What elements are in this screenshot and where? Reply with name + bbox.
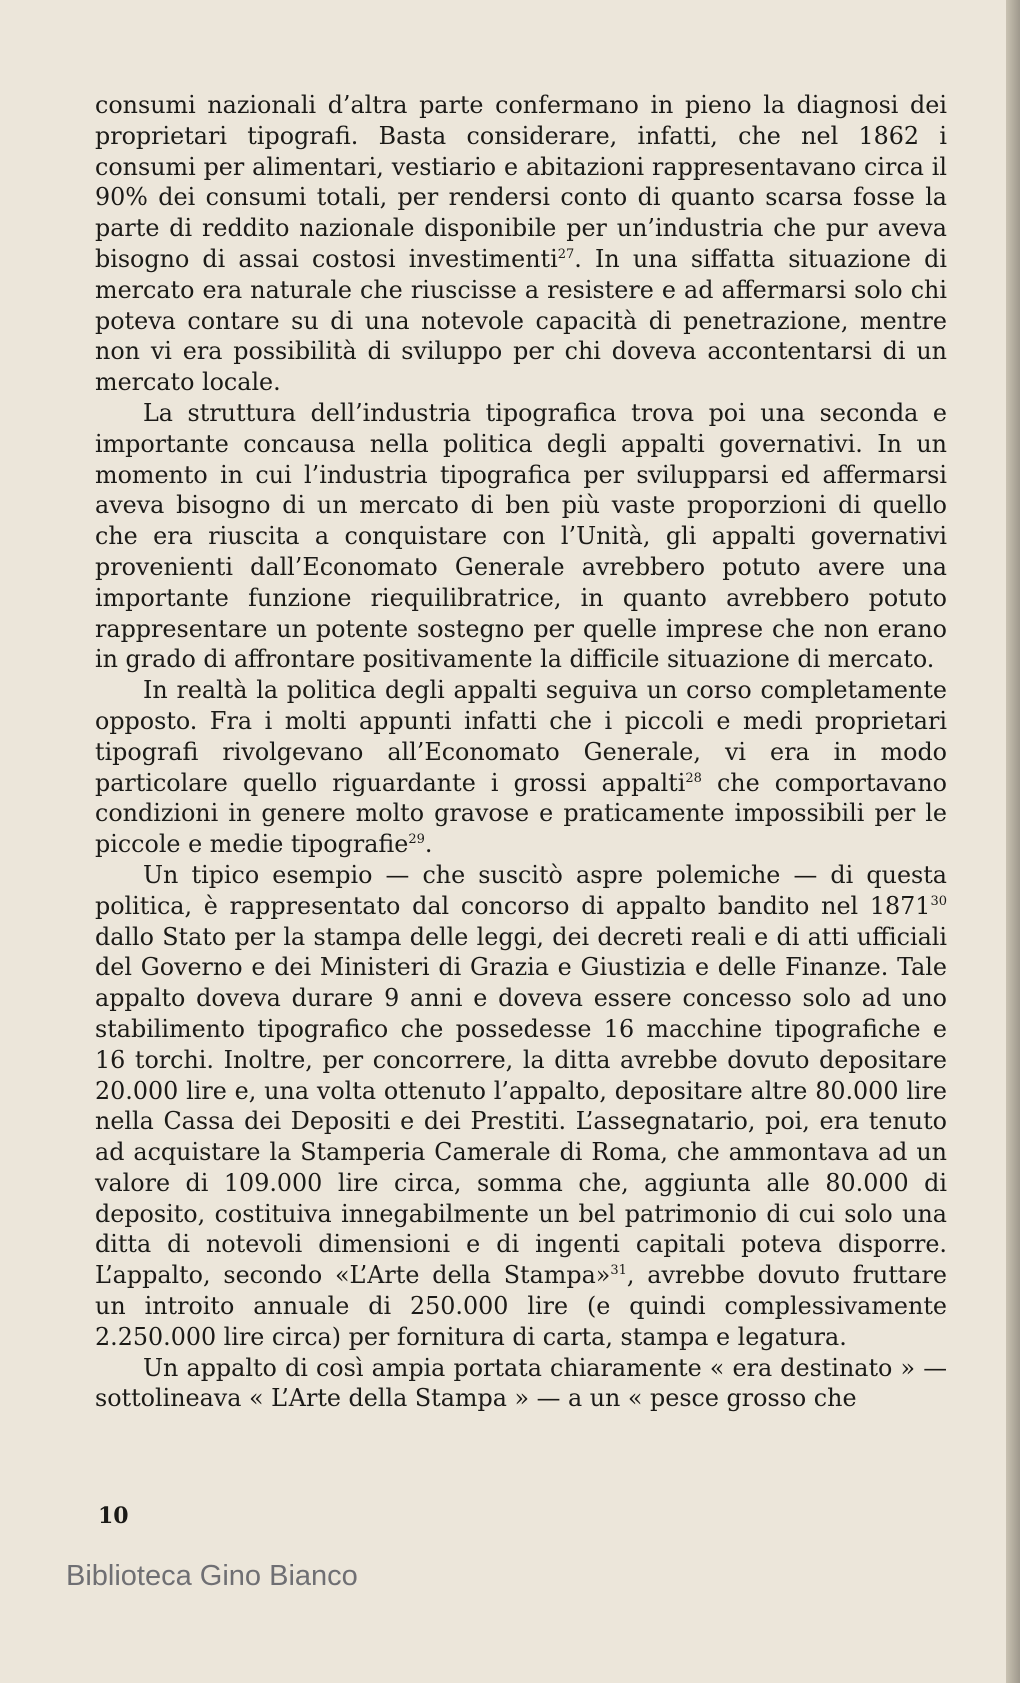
text-segment: La struttura dell’industria tipografica trova poi una seconda e importante concausa nella politica degli appalti governativi. In un momento in cui l’industria tipografica per svilupparsi ed affermarsi aveva bisogno di un mercato di ben più vaste proporzioni di quello che era riuscita a conquistare con l’Unità, gli appalti governativi provenienti dall’Economato Generale avrebbero potuto avere una importante funzione riequilibratrice, in quanto avrebbero potuto rappresentare un potente sostegno per quelle imprese che non erano in grado di affrontare positivamente la difficile situazione di mercato. xyxy=(95,398,947,674)
text-segment: che comportavano condizioni in genere molto gravose e praticamente impossibili per le piccole e medie tipografie xyxy=(95,768,947,859)
library-watermark: Biblioteca Gino Bianco xyxy=(66,1560,358,1592)
text-segment: dallo Stato per la stampa delle leggi, dei decreti reali e di atti ufficiali del Governo e dei Ministeri di Grazia e Giustizia e delle Finanze. Tale appalto doveva durare 9 anni e doveva essere concesso solo ad uno stabilimento tipografico che possedesse 16 macchine tipografiche e 16 torchi. Inoltre, per concorrere, la ditta avrebbe dovuto depositare 20.000 lire e, una volta ottenuto l’appalto, depositare altre 80.000 lire nella Cassa dei Depositi e dei Prestiti. L’assegnatario, poi, era tenuto ad acquistare la Stamperia Camerale di Roma, che ammontava ad un valore di 109.000 lire circa, somma che, aggiunta alle 80.000 di deposito, costituiva innegabilmente un bel patrimonio di cui solo una ditta di notevoli dimensioni e di ingenti capitali poteva disporre. L’appalto, secondo «L’Arte della Stampa» xyxy=(95,922,947,1290)
footnote-ref-28: 28 xyxy=(685,770,702,786)
text-segment: consumi nazionali d’altra parte confermano in pieno la diagnosi dei proprietari tipografi. Basta considerare, infatti, che nel 1862 i consumi per alimentari, vestiario e abitazioni rappresentavano circa il 90% dei consumi totali, per rendersi conto di quanto scarsa fosse la parte di reddito nazionale disponibile per un’industria che pur aveva bisogno di assai costosi investimenti xyxy=(95,91,947,273)
text-segment: , avrebbe dovuto fruttare un introito annuale di 250.000 lire (e quindi complessivamente 2.250.000 lire circa) per fornitura di carta, stampa e legatura. xyxy=(95,1261,947,1351)
footnote-ref-30: 30 xyxy=(930,893,947,909)
text-segment: Un tipico esempio — che suscitò aspre polemiche — di questa politica, è rappresentato dal concorso di appalto bandito nel 1871 xyxy=(95,860,947,920)
paragraph-2 xyxy=(95,398,947,675)
page-number: 10 xyxy=(98,1503,129,1529)
footnote-ref-29: 29 xyxy=(408,832,425,848)
page-edge xyxy=(1006,0,1020,1683)
footnote-ref-27: 27 xyxy=(557,246,575,262)
paragraph-4 xyxy=(95,860,947,1353)
paragraph-5 xyxy=(95,1353,947,1415)
text-segment: . In una siffatta situazione di mercato era naturale che riuscisse a resistere e ad affermarsi solo chi poteva contare su di una notevole capacità di penetrazione, mentre non vi era possibilità di sviluppo per chi doveva accontentarsi di un mercato locale. xyxy=(95,244,948,397)
paragraph-3 xyxy=(95,675,947,860)
text-segment: . xyxy=(424,830,433,859)
text-segment: In realtà la politica degli appalti seguiva un corso completamente opposto. Fra i molti appunti infatti che i piccoli e medi proprietari tipografi rivolgevano all’Economato Generale, vi era in modo particolare quello riguardante i grossi appalti xyxy=(95,676,947,797)
paragraph-1 xyxy=(95,90,947,398)
body-text xyxy=(95,90,947,1414)
text-segment: Un appalto di così ampia portata chiaramente « era destinato » — sottolineava « L’Arte della Stampa » — a un « pesce grosso che xyxy=(95,1353,947,1413)
footnote-ref-31: 31 xyxy=(610,1263,627,1279)
